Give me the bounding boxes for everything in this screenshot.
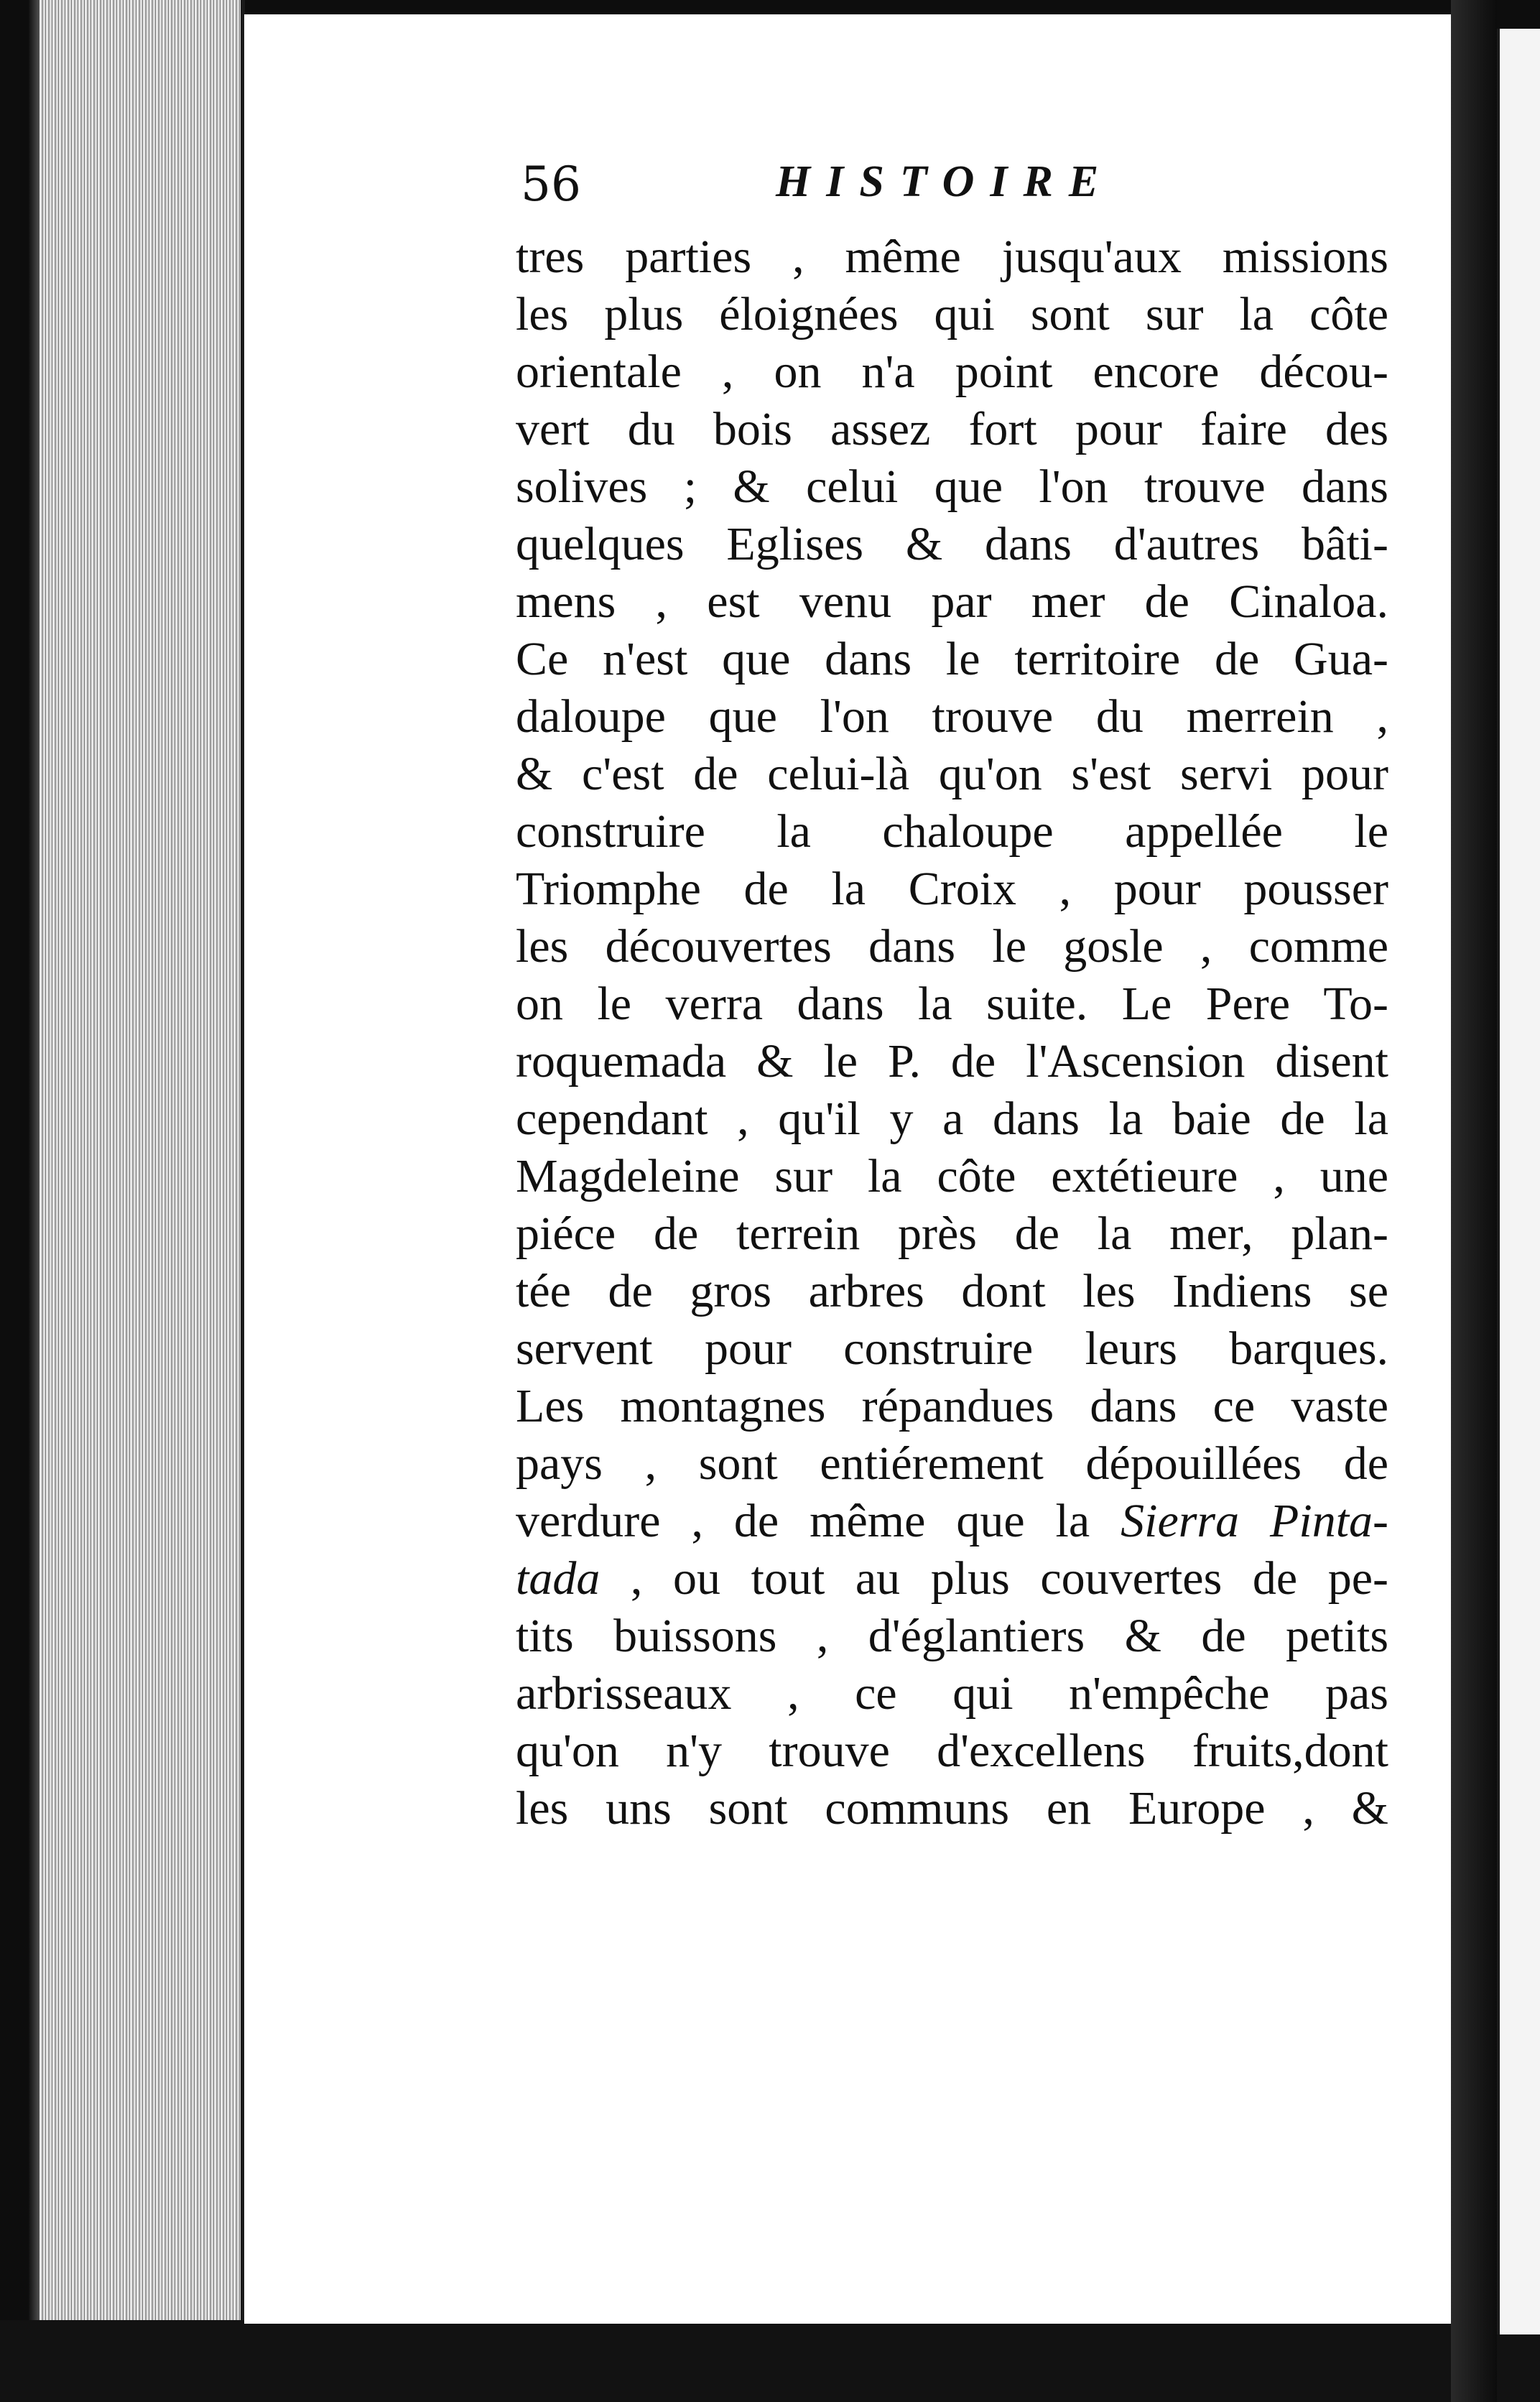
text-line [516, 1550, 1388, 1608]
text-line: vert du bois assez fort pour faire des [516, 403, 1388, 455]
text-line: construire la chaloupe appellée le [516, 805, 1388, 858]
text-line: piéce de terrein près de la mer, plan- [516, 1207, 1388, 1260]
running-header [521, 144, 1383, 223]
text-segment: verdure , de même que la [516, 1495, 1090, 1547]
text-line [516, 1493, 1388, 1550]
text-line: qu'on n'y trouve d'excellens fruits,dont [516, 1725, 1388, 1777]
text-line: Ce n'est que dans le territoire de Gua- [516, 633, 1388, 685]
text-line: daloupe que l'on trouve du merrein , [516, 690, 1388, 743]
page-number: 56 [521, 157, 581, 212]
bottom-scan-border [0, 2320, 1540, 2402]
text-line: pays , sont entiérement dépouillées de [516, 1437, 1388, 1490]
text-line: cependant , qu'il y a dans la baie de la [516, 1093, 1388, 1145]
text-line: tée de gros arbres dont les Indiens se [516, 1265, 1388, 1317]
text-segment: , ou tout au plus couvertes de pe- [600, 1552, 1388, 1605]
text-line: solives ; & celui que l'on trouve dans [516, 460, 1388, 513]
text-line: & c'est de celui-là qu'on s'est servi pour [516, 748, 1388, 800]
text-line: arbrisseaux , ce qui n'empêche pas [516, 1667, 1388, 1720]
book-gutter [1451, 0, 1497, 2402]
running-title: HISTOIRE [776, 157, 1115, 206]
text-line: Triomphe de la Croix , pour pousser [516, 863, 1388, 915]
text-line: les plus éloignées qui sont sur la côte [516, 288, 1388, 340]
italic-place-name-continued: tada [516, 1552, 600, 1605]
text-line: Magdeleine sur la côte extétieure , une [516, 1150, 1388, 1202]
page-stack-edges [40, 0, 245, 2320]
text-line: mens , est venu par mer de Cinaloa. [516, 575, 1388, 628]
text-line: orientale , on n'a point encore décou- [516, 346, 1388, 398]
text-line: les découvertes dans le gosle , comme [516, 920, 1388, 973]
text-line: Les montagnes répandues dans ce vaste [516, 1380, 1388, 1432]
text-line: les uns sont communs en Europe , & [516, 1782, 1388, 1835]
facing-page-edge [1497, 29, 1540, 2334]
text-line: quelques Eglises & dans d'autres bâti- [516, 518, 1388, 570]
text-line: tres parties , même jusqu'aux missions [516, 231, 1388, 283]
text-line: roquemada & le P. de l'Ascension disent [516, 1035, 1388, 1088]
text-line: servent pour construire leurs barques. [516, 1322, 1388, 1375]
text-line: on le verra dans la suite. Le Pere To- [516, 978, 1388, 1030]
body-text [516, 228, 1388, 1837]
italic-place-name: Sierra Pinta- [1121, 1495, 1388, 1547]
text-line: tits buissons , d'églantiers & de petits [516, 1610, 1388, 1662]
